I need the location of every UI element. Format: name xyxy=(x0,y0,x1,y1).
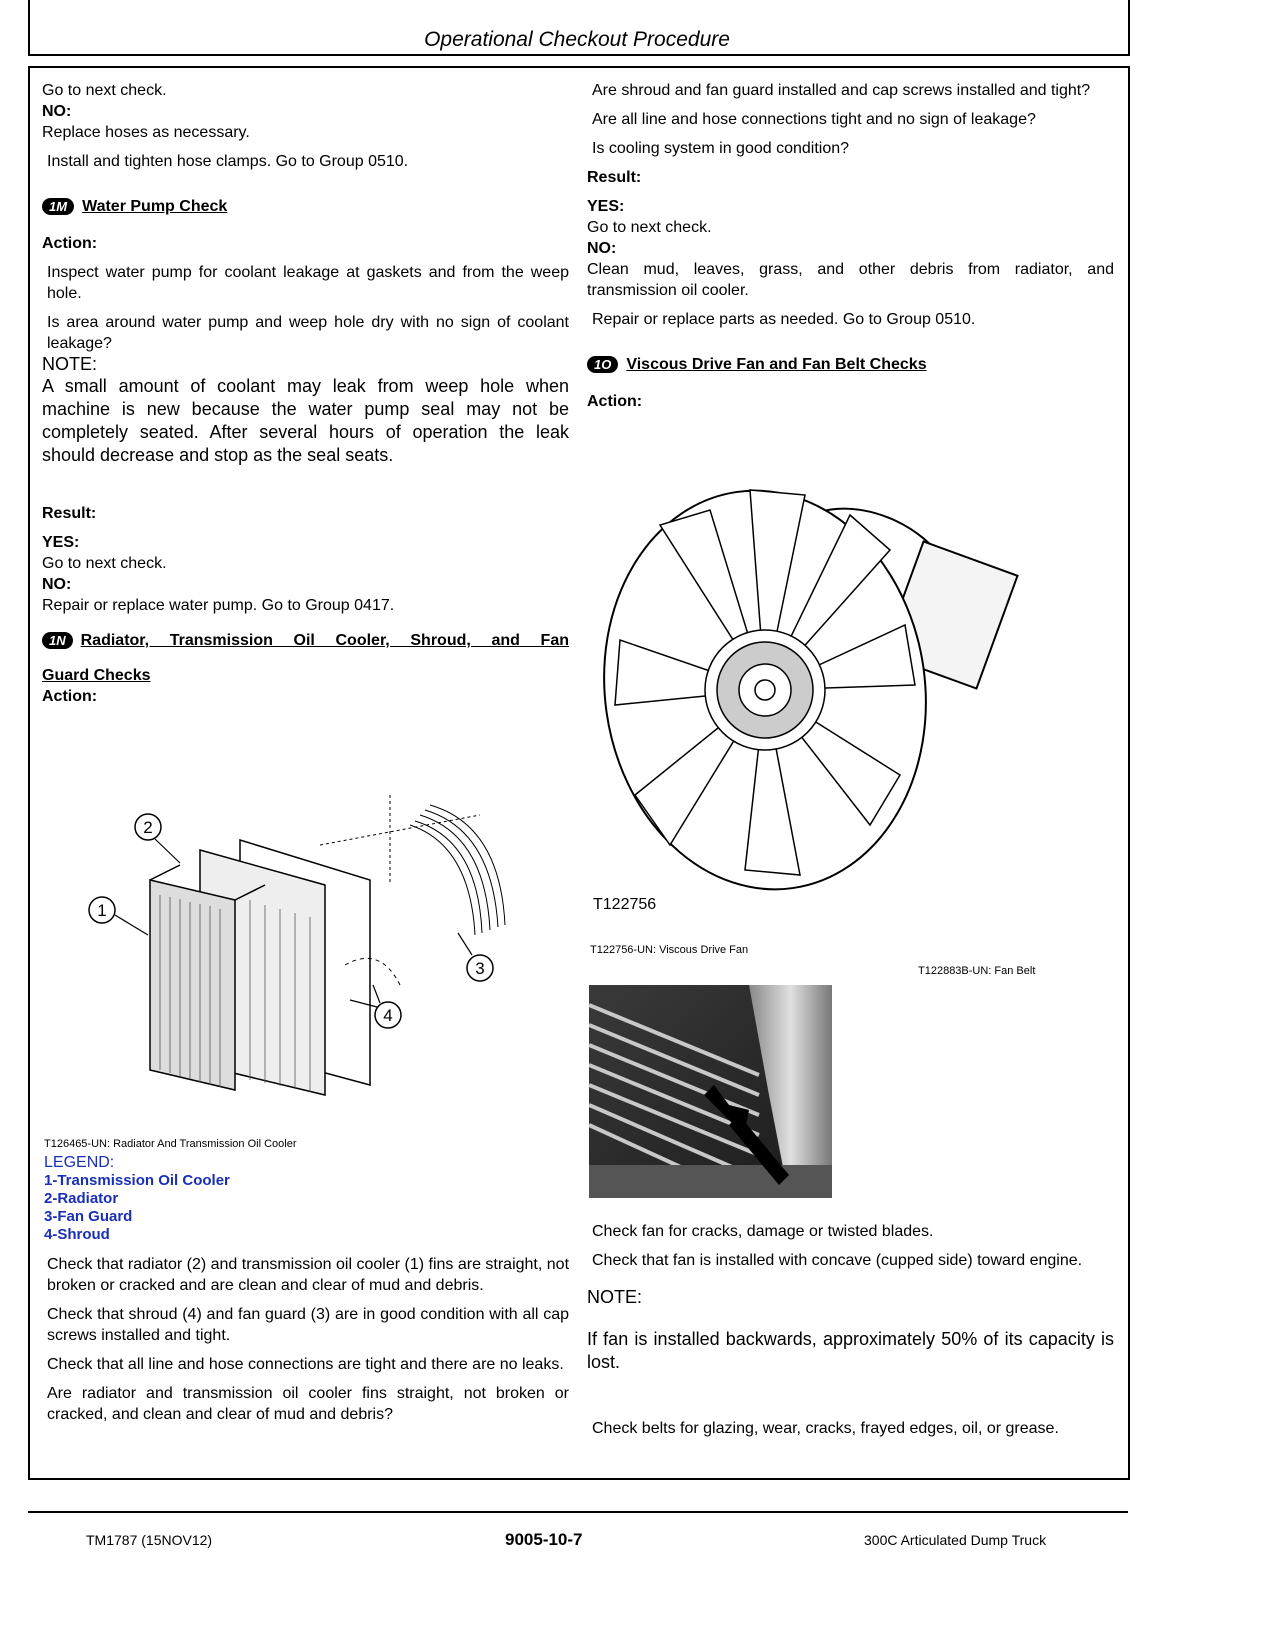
step-1o-note-label: NOTE: xyxy=(587,1287,643,1307)
step-1o-heading xyxy=(587,354,1114,375)
step-1n-title-line1: Radiator, Transmission Oil Cooler, Shroud, and Fan xyxy=(80,632,569,649)
page-title: Operational Checkout Procedure xyxy=(424,28,730,51)
step-1o-check-2: Check that fan is installed with concave (cupped side) toward engine. xyxy=(592,1252,1083,1269)
fan-figure-caption: T122756-UN: Viscous Drive Fan xyxy=(590,944,749,956)
step-1m-no-label: NO: xyxy=(42,576,72,593)
left-column-lower xyxy=(44,1137,569,1425)
callout-4: 4 xyxy=(383,1006,393,1025)
step-1n-check-4: Are radiator and transmission oil cooler fins straight, not broken or cracked, and clean and clear of mud and debris? xyxy=(47,1385,569,1423)
intro-replace-text: Replace hoses as necessary. xyxy=(42,124,250,141)
step-1n-title-line2: Guard Checks xyxy=(42,667,151,684)
footer-machine-name: 300C Articulated Dump Truck xyxy=(864,1532,1047,1548)
step-1o-check-1: Check fan for cracks, damage or twisted blades. xyxy=(592,1223,934,1240)
right-yes-text: Go to next check. xyxy=(587,219,712,236)
right-yes-label: YES: xyxy=(587,198,625,215)
step-1m-action-label: Action: xyxy=(42,235,98,252)
legend-item-1: 1-Transmission Oil Cooler xyxy=(44,1172,230,1189)
footer-doc-id: TM1787 (15NOV12) xyxy=(86,1532,213,1548)
right-no-label: NO: xyxy=(587,240,617,257)
right-question-1: Are shroud and fan guard installed and cap screws installed and tight? xyxy=(592,82,1091,99)
belt-figure-caption: T122883B-UN: Fan Belt xyxy=(918,965,1036,977)
callout-1: 1 xyxy=(97,901,107,920)
step-1m-no-text: Repair or replace water pump. Go to Group 0417. xyxy=(42,597,395,614)
step-1m-note-text: A small amount of coolant may leak from weep hole when machine is new because the water pump seal may not be completely seated. After several hours of operation the leak should decrease and stop as the seal seats. xyxy=(42,376,569,465)
step-1o-check-3: Check belts for glazing, wear, cracks, frayed edges, oil, or grease. xyxy=(592,1420,1059,1437)
step-1m-badge: 1M xyxy=(42,198,74,215)
step-1n-check-1: Check that radiator (2) and transmission oil cooler (1) fins are straight, not broken or cracked and are clean and clear of mud and debris. xyxy=(47,1256,570,1294)
intro-no-label: NO: xyxy=(42,103,72,120)
step-1o-title: Viscous Drive Fan and Fan Belt Checks xyxy=(626,356,927,373)
step-1m-result-label: Result: xyxy=(42,505,97,522)
step-1m-heading xyxy=(42,196,569,217)
radiator-figure-caption: T126465-UN: Radiator And Transmission Oil Cooler xyxy=(44,1138,297,1150)
step-1o-badge: 1O xyxy=(587,356,618,373)
right-column-lower xyxy=(587,1221,1114,1439)
fan-belt-photo xyxy=(589,985,832,1198)
step-1n-badge: 1N xyxy=(42,632,73,649)
right-column xyxy=(587,80,1114,412)
fan-figure-number: T122756 xyxy=(593,896,657,913)
step-1n-check-2: Check that shroud (4) and fan guard (3) are in good condition with all cap screws installed and tight. xyxy=(47,1306,569,1344)
step-1m-note-label: NOTE: xyxy=(42,354,98,374)
right-question-2: Are all line and hose connections tight and no sign of leakage? xyxy=(592,111,1036,128)
step-1m-yes-label: YES: xyxy=(42,534,80,551)
legend-item-2: 2-Radiator xyxy=(44,1190,119,1207)
callout-3: 3 xyxy=(475,959,485,978)
intro-install-text: Install and tighten hose clamps. Go to Group 0510. xyxy=(47,153,409,170)
step-1m-yes-text: Go to next check. xyxy=(42,555,167,572)
right-question-3: Is cooling system in good condition? xyxy=(592,140,850,157)
step-1o-action-label: Action: xyxy=(587,393,643,410)
step-1m-action-1: Inspect water pump for coolant leakage at gaskets and from the weep hole. xyxy=(47,264,569,302)
step-1n-heading xyxy=(42,630,569,651)
right-repair-text: Repair or replace parts as needed. Go to Group 0510. xyxy=(592,311,976,328)
intro-go-text: Go to next check. xyxy=(42,82,167,99)
right-result-label: Result: xyxy=(587,169,642,186)
step-1n-action-label: Action: xyxy=(42,688,98,705)
footer-rule xyxy=(28,1511,1128,1513)
legend-label: LEGEND: xyxy=(44,1154,115,1171)
viscous-fan-diagram xyxy=(600,455,1020,895)
step-1n-check-3: Check that all line and hose connections are tight and there are no leaks. xyxy=(47,1356,564,1373)
legend-item-4: 4-Shroud xyxy=(44,1226,110,1243)
footer-page-number: 9005-10-7 xyxy=(505,1530,583,1549)
left-column xyxy=(42,80,569,707)
callout-2: 2 xyxy=(143,818,153,837)
step-1o-note-text: If fan is installed backwards, approximately 50% of its capacity is lost. xyxy=(587,1329,1114,1372)
step-1m-title: Water Pump Check xyxy=(82,198,228,215)
right-no-text: Clean mud, leaves, grass, and other debris from radiator, and transmission oil cooler. xyxy=(587,261,1114,299)
radiator-cooler-diagram xyxy=(80,785,520,1105)
legend-item-3: 3-Fan Guard xyxy=(44,1208,133,1225)
step-1m-action-2: Is area around water pump and weep hole dry with no sign of coolant leakage? xyxy=(47,314,569,352)
